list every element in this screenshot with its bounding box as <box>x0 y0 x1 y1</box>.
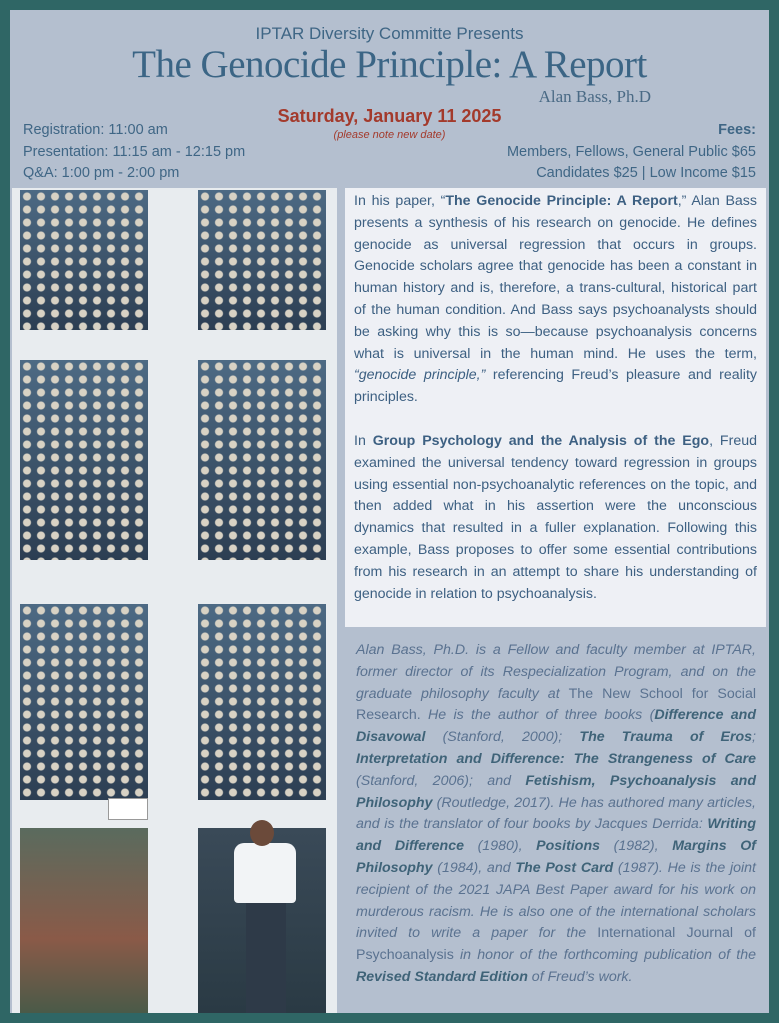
book-title: Revised Standard Edition <box>356 968 528 985</box>
fees <box>507 120 756 185</box>
book-title: Positions <box>536 838 601 855</box>
book-title: The Genocide Principle: A Report <box>445 193 678 209</box>
flyer <box>10 10 769 1013</box>
window-pane <box>198 190 326 330</box>
text-run: In his paper, “ <box>354 193 446 209</box>
date-note: (please note new date) <box>333 129 446 141</box>
text-run: Alan Bass, Ph.D. is a Fellow and faculty member at IPTAR, former director of its Respecialization Program, and on the graduate philosophy faculty at <box>356 642 756 702</box>
placard <box>108 798 148 820</box>
bio-paragraph <box>356 640 756 989</box>
window-pane <box>198 360 326 560</box>
description-box <box>345 188 766 627</box>
window-reflection <box>20 828 148 1013</box>
schedule-qa: Q&A: 1:00 pm - 2:00 pm <box>23 165 180 181</box>
book-title: The Trauma of Eros <box>579 729 753 746</box>
text-run: (1987). He is the joint recipient of the 2021 JAPA Best Paper award for his work on murderous racism. He is also one of the international scholars invited to write a paper for the <box>356 859 756 942</box>
text-run: (Stanford, 2006); and <box>356 772 526 789</box>
text-run: referencing Freud’s pleasure and reality principles. <box>354 367 757 406</box>
schedule-presentation: Presentation: 11:15 am - 12:15 pm <box>23 143 246 160</box>
visitor-legs <box>246 903 286 1013</box>
book-title: Interpretation and Difference: The Strangeness of Care <box>356 750 756 767</box>
fees-line: Members, Fellows, General Public $65 <box>506 143 756 160</box>
fees-label: Fees: <box>718 122 756 138</box>
book-title: Group Psychology and the Analysis of the Ego <box>372 432 710 449</box>
text-run: The New School for Social Research. <box>356 685 756 724</box>
text-run: “genocide principle,” <box>354 367 486 384</box>
schedule-registration: Registration: 11:00 am <box>23 122 168 138</box>
text-run: (Stanford, 2000); <box>425 729 580 746</box>
speaker-name: Alan Bass, Ph.D <box>538 87 651 106</box>
schedule <box>23 120 245 185</box>
text-run: (1984), and <box>432 859 516 876</box>
text-run: International Journal of Psychoanalysis <box>356 925 756 964</box>
window-pane <box>20 190 148 330</box>
description-paragraph <box>354 431 757 605</box>
text-run: , Freud examined the universal tendency toward regression in groups using essential non-psychoanalytic references on the topic, and then added what in his assertion were the unconscious dynamics that resulted in a fuller explanation. Following this example, Bass proposes to offer some essential contributions from his research in an attempt to share his understanding of genocide in relation to psychoanalysis. <box>354 432 757 602</box>
text-run: (1982), <box>600 838 673 855</box>
visitor-head <box>250 820 274 846</box>
text-run: In <box>354 432 373 449</box>
event-title: The Genocide Principle: A Report <box>132 43 647 86</box>
book-title: Difference and Disavowal <box>356 707 757 746</box>
presenter-line: IPTAR Diversity Committe Presents <box>255 24 524 43</box>
window-pane <box>20 360 148 560</box>
visitor-figure <box>234 843 296 903</box>
text-run: ,” Alan Bass presents a synthesis of his research on genocide. He defines genocide as universal regression that occurs in groups. Genocide scholars agree that genocide has been a constant in human history and is, therefore, a trans-cultural, historical part of the human condition. And Bass says psychoanalysts should be asking why this is so—because psychoanalysis concerns what is universal in the human mind. He uses the term, <box>354 193 757 362</box>
book-title: Fetishism, Psychoanalysis and Philosophy <box>356 772 756 811</box>
text-run: (1980), <box>463 838 537 855</box>
text-run: He is the author of three books ( <box>420 707 655 724</box>
text-run: (Routledge, 2017). He has authored many articles, and is the translator of four books by Jacques Derrida: <box>356 794 756 833</box>
text-run: in honor of the forthcoming publication of the <box>453 947 756 964</box>
memorial-photo <box>12 188 337 1013</box>
text-run: ; <box>752 729 756 746</box>
book-title: Writing and Difference <box>356 816 756 855</box>
description-paragraph <box>354 191 757 409</box>
event-date: Saturday, January 11 2025 <box>277 106 502 126</box>
window-pane <box>20 604 148 800</box>
speaker-bio <box>356 640 756 989</box>
fees-line: Candidates $25 | Low Income $15 <box>536 165 756 181</box>
book-title: Margins Of Philosophy <box>356 838 756 876</box>
window-pane <box>198 604 326 800</box>
text-run: of Freud’s work. <box>527 968 633 985</box>
book-title: The Post Card <box>515 859 614 876</box>
